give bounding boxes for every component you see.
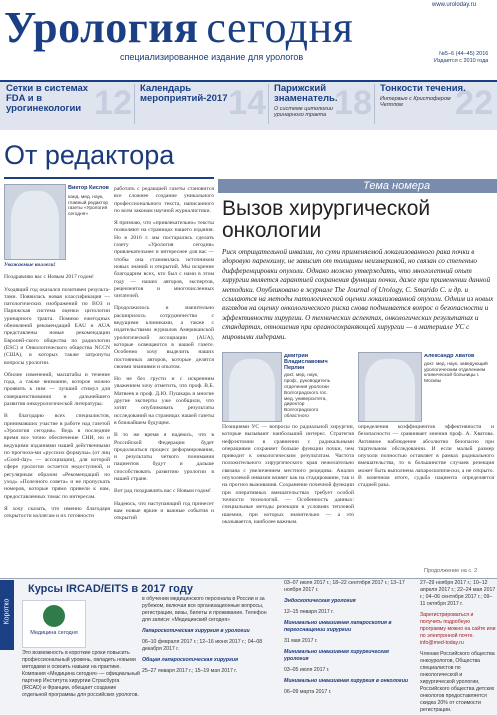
registration-info[interactable]: Зарегистрироваться и получить подробную программу можно на сайте или по электронной почте. info@med-today.ru	[420, 612, 496, 646]
editorial-paragraph: Продолжилось и значительно расширилось сотрудничество с ведущими клиниками, а также с издательствами журналов Американской урологической ассоциации (AUA), которые освещаются в нашей газете. Особенно хочу выделить наших постоянных авторов, которые делятся своими знаниями и опытом.	[114, 305, 214, 370]
courses-paragraph: Это возможность в короткие сроки повысить профессиональный уровень, овладеть новыми методами и освоить навыки на практике. Компания «Медицина сегодня» — официальный партнер Института хирургии Страсбурга (IRCAD) и Франции, обещает создание отдельной программы для российских урологов.	[22, 650, 140, 698]
nav-note: Интервью с Кристофером Чепплом	[380, 96, 451, 108]
nav-title: Тонкости течения.	[380, 84, 466, 94]
course-dates: 12–15 января 2017 г.	[284, 609, 334, 615]
nav-page-number: 14	[228, 84, 266, 122]
nav-page-number: 22	[455, 84, 493, 122]
feature-lead: Риск отрицательной инвазии, по сути применяемой локализованного рака почки в здоровую паренхиму, не зависит от толщины неизмеримой, но связан со степенью дифференцировки опухоли. Однако можно утверждать, что многолетний опыт хирургии является гарантией сохранения функции почки, даже при применении данной методики. Опубликовано в журнале The Journal of Urology, С. Smarido С. и др. и ссылаются на методы патологической оценки локализованной опухоли. Одним из новых взглядов на оценку онкологического риска снова поднимается вопрос о безопасности и эффективности хирургии. О технических аспектах, онкологических результатах и стандартах, отношения при органосохраняющей хирургии — в материале УС с мировыми лидерами.	[222, 248, 494, 341]
expert-1-caption	[284, 354, 332, 420]
nav-item-interview[interactable]	[376, 84, 495, 124]
continued-link[interactable]: Продолжение на с. 2	[424, 568, 478, 574]
masthead-subtitle: специализированное издание для урологов	[120, 52, 304, 62]
courses-column-3	[284, 580, 414, 712]
editorial-paragraph: Но не без грусти и с искренним уважением хочу отметить, что проф. В.Б. Матвеев и проф. Д.Ю. Пушкарь и многие другие эксперты уже сообщили, что хотят опубликовать результаты исследований на страницах нашей газеты в ближайшем будущем.	[114, 376, 214, 426]
masthead-title	[4, 3, 354, 52]
course-dates: 27–29 ноября 2017 г.; 10–12 апреля 2017 г.; 22–24 мая 2017 г.; 04–06 сентября 2017 г.; 09–11 октября 2017 г.	[420, 580, 496, 607]
courses-column-4	[420, 580, 496, 712]
section-bar	[218, 179, 497, 193]
editorial-paragraph: Я хочу сказать, что именно благодаря открытости коллегам и их готовности	[4, 505, 110, 520]
nav-title: Сетки в системах FDA и в урогинекологии	[6, 84, 89, 114]
nav-title: Календарь мероприятий-2017	[140, 84, 228, 104]
course-title: Лапароскопическая хирургия в урологии	[142, 628, 250, 634]
title-word-2: сегодня	[206, 3, 354, 52]
editorial-paragraph: Надеюсь, что наступающий год принесет вам новые яркие и важные события и открытий	[114, 500, 214, 522]
nav-note: О системе цитологии уринарного тракта	[274, 106, 333, 118]
expert-2-name: Александр Хватов	[424, 354, 475, 359]
feature-headline: Вызов хирургической онкологии	[222, 197, 431, 242]
editor-photo	[4, 184, 66, 260]
editorial-heading: От редактора	[4, 140, 175, 170]
editorial-paragraph: Поздравляю вас с Новым 2017 годом!	[4, 274, 94, 281]
editor-role: канд. мед. наук, главный редактор газеты «Урология сегодня»	[68, 194, 109, 218]
nav-page-number: 12	[94, 84, 132, 122]
expert-1-role: докт. мед. наук, проф., руководитель отделения урологии Волгоградского гос. мед. университета, директор Волгоградского областного	[284, 373, 331, 419]
discount-info: Членам Российского общества онкоурологов, Общества специалистов по онкологической и хирургической урологии, Российского общества детских онкологов предоставляется скидка 20% от стоимости регистрации.	[420, 651, 495, 712]
editorial-column-1	[4, 262, 110, 572]
course-dates: 06–09 марта 2017 г.	[284, 689, 332, 695]
side-tab-label: Коротко	[3, 598, 11, 625]
course-title: Минимально инвазивная лапароскопия в переоснащении хирургии	[284, 620, 392, 633]
expert-2-photo	[358, 352, 422, 422]
courses-paragraph: в обучении медицинского персонала в России и за рубежом, включая все организационные вопросы, регистрации, визы, билеты и проживание. Телефон для записи: «Медицинский сегодня»	[142, 596, 267, 623]
editor-caption	[68, 186, 112, 218]
title-word-1: Урология	[4, 3, 199, 52]
nav-title: Парижский знаменатель.	[274, 84, 338, 104]
feature-paragraph: определения коэффициентов эффективности и безопасности — сравнивает мнения проф. А. Хватова. Активное наблюдение абсолютно безопасно при тщательном обследовании. И если малый размер опухоли полностью оставляет в рамках радикального вмешательства, то в большинстве случаев резекция может быть выполнена лапароскопически, а не открыто. В конечном итоге, судьба пациента определяется стадией рака.	[358, 424, 494, 489]
course-title: Общая лапароскопическая хирургия	[142, 657, 239, 663]
editorial-paragraph: Уходящий год оказался позитивен результа-тами. Появилась новая классификация — патологических изображений по ВОЗ и Парижская система оценки цитологии уринарного тракта. Помимо ежегодных обновлений рекомендаций EAU и AUA представлены новые рекомендации Европей-ского общества по радиологии (ESC) и Онкологического общества NCCN (США), в которых также затронуты вопросы урологии.	[4, 286, 110, 366]
courses-column-2	[142, 596, 276, 712]
expert-2-caption	[424, 354, 494, 420]
nav-item-calendar[interactable]	[136, 84, 269, 124]
expert-1-photo	[222, 352, 282, 422]
medtoday-logo	[22, 600, 86, 648]
editorial-rule	[4, 177, 214, 179]
section-label: Тема номера	[363, 180, 431, 192]
issue-number: №5–6 (44–45) 2016	[439, 51, 489, 57]
editorial-column-2	[114, 186, 214, 572]
editorial-greeting: Уважаемые коллеги!	[4, 262, 56, 268]
courses-column-1	[22, 650, 140, 712]
course-dates: 25–27 января 2017 г.; 15–19 мая 2017 г.	[142, 668, 238, 674]
logo-text: Медицина сегодня	[30, 630, 78, 636]
expert-2-role: докт. мед. наук, заведующий урологическим отделением клинической больницы г. Москвы	[424, 361, 488, 385]
course-title: Минимально инвазивная хирургическая урология	[284, 649, 389, 662]
course-dates: 03–07 июля 2017 г.; 18–22 сентября 2017 г.; 13–17 ноября 2017 г.	[284, 580, 405, 593]
editorial-paragraph: Обилие изменений, масштабы и течение года, а также внимание, которое можно проявить к ним — лучший стимул для совершенствования и дальнейшего развития онкоурологической литературы.	[4, 371, 110, 408]
logo-mark-icon	[43, 605, 65, 627]
feature-column-2	[358, 424, 494, 564]
issue-note: Издается с 2010 года	[434, 58, 489, 64]
editorial-paragraph: работать с редакцией газеты становится все сложнее создание уникального профессионального текста, написанного по всем законам научной журналистики.	[114, 186, 214, 214]
site-url[interactable]: www.uroloday.ru	[432, 2, 476, 8]
course-title: Минимально инвазивная хирургия в онкологии	[284, 678, 409, 684]
course-dates: 06–10 февраля 2017 г.; 12–16 июня 2017 г.; 04–08 декабря 2017 г.	[142, 639, 263, 652]
nav-page-number: 18	[334, 84, 372, 122]
courses-heading: Курсы IRCAD/EITS в 2017 году	[28, 583, 193, 595]
editor-name: Виктор Кислов	[68, 185, 109, 191]
course-dates: 03–05 июля 2017 г.	[284, 667, 330, 673]
nav-item-fda[interactable]	[2, 84, 135, 124]
expert-1-name: Дмитрий Владиславович Перлин	[284, 354, 328, 371]
feature-column-1	[222, 424, 354, 564]
issue-info	[434, 51, 488, 65]
course-dates: 31 мая 2017 г.	[284, 638, 318, 644]
editorial-paragraph: Вот рад поздравлять вас с Новым годом!	[114, 488, 211, 495]
feature-paragraph: Позициями УС — вопросы по радиальной хирургии, которые вызывают наибольший интерес. Стратегия нефрэктомии в сравнении с радикальными операциями сохраняет больше функции почки, чем приводит к онкологическим результатам. Частота положительного хирургического края нежелательно связана с увеличением местного рецидива. Анализ опухолевой инвазии влияет как на стадирование, так и на прогноз выживания. Сохранение почечной функции при оперативных вмешательствах требует особой точности технологий. — Особенность данных: специальные методы резекции в условиях тепловой ишемии, при которых значительно — а это оказывается, наиболее важным.	[222, 424, 354, 525]
editorial-paragraph: В то же время я надеюсь, что в Российской Федерации будет продолжаться процесс реформирования, и результаты четкого понимания пациентов будут и дальше способствовать развитию урологии в нашей стране.	[114, 432, 214, 482]
editorial-paragraph: Я признаю, что «привлекательно» тексты позволяют на страницах нашего издания. Но в 2016 г. мы постарались сделать газету «Урология сегодня» привлекательнее и интереснее для вас — чтобы она становилась источником новых знаний и открытий. Мы искренне благодарим всех, кто был с нами в этом году — наших авторов, экспертов, рецензентов и многочисленных читателей.	[114, 220, 214, 300]
course-title: Эндоскопическая урология	[284, 598, 356, 604]
editorial-paragraph: В благодарю всех специалистов, принимавших участие в работе над газетой «Урология сегодня». Ведь в последние время все точно обеспечение СНИ, но и ведущими изданиями нашей действенными по прогноза-ми «русских формулы» (от лиц «Good-day» — ассоциации), для которой сфере урологии остается недоступной, и регулярным образом «Рекомендаций по уход» «Полезного совета» и не пропускать номеров, которые прямо привели к нам, предоставленных томас по интересам.	[4, 413, 110, 500]
nav-item-paris[interactable]	[270, 84, 375, 124]
